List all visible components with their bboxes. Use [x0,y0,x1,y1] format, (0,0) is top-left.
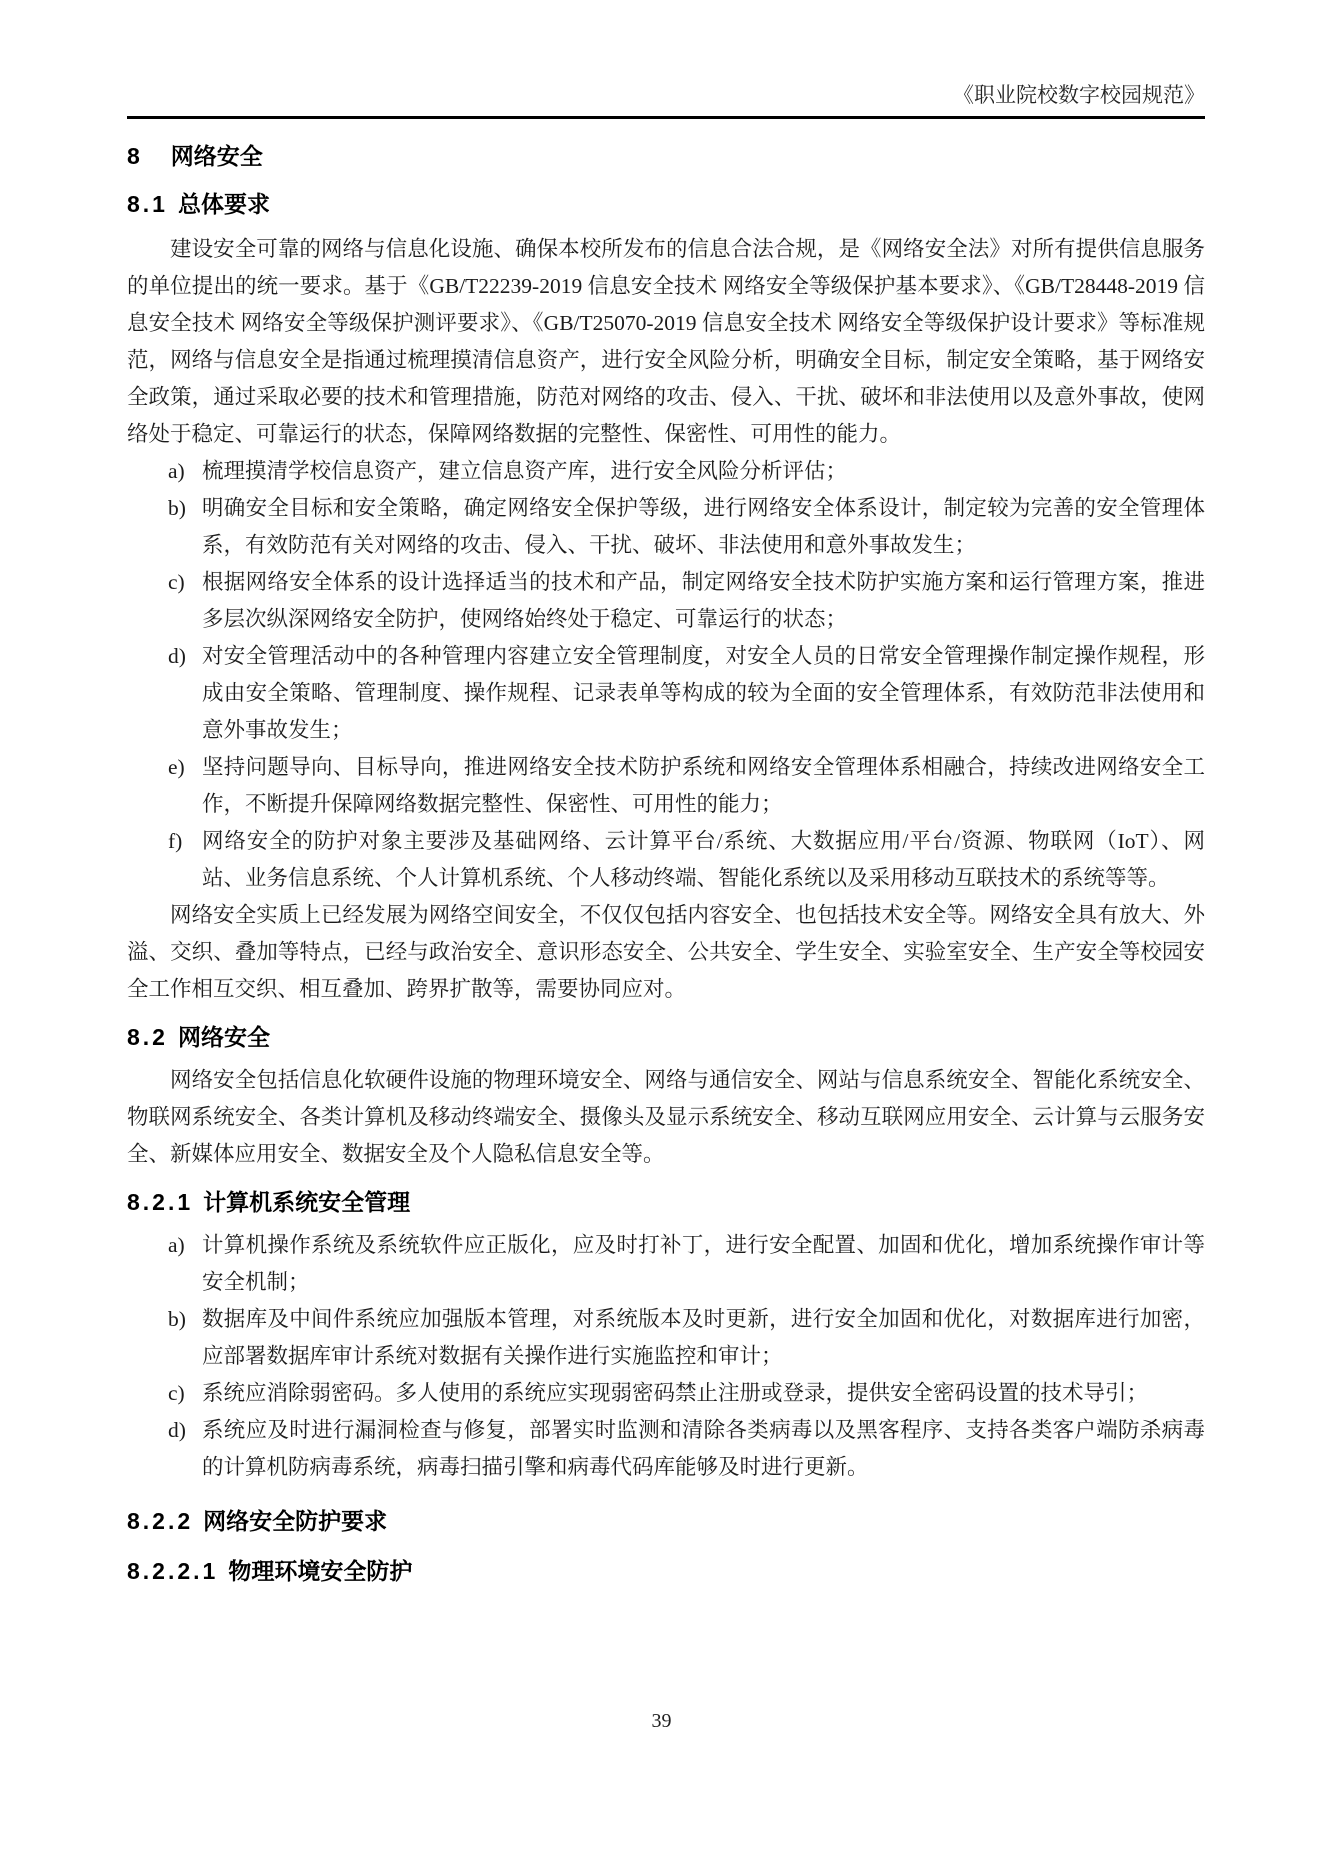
list-item-label: e) [168,755,185,779]
section-title: 网络安全 [177,1024,270,1050]
section-title: 网络安全 [170,143,263,169]
section-title: 总体要求 [177,191,270,217]
list-item-label: f) [168,829,183,853]
list-item-label: b) [168,496,186,520]
list-item-text: 对安全管理活动中的各种管理内容建立安全管理制度，对安全人员的日常安全管理操作制定操作规程，形成由安全策略、管理制度、操作规程、记录表单等构成的较为全面的安全管理体系，有效防范非法使用和意外事故发生； [202,644,1205,742]
list-item-text: 坚持问题导向、目标导向，推进网络安全技术防护系统和网络安全管理体系相融合，持续改进网络安全工作，不断提升保障网络数据完整性、保密性、可用性的能力； [202,755,1205,816]
paragraph-8-1-outro: 网络安全实质上已经发展为网络空间安全，不仅仅包括内容安全、也包括技术安全等。网络安全具有放大、外溢、交织、叠加等特点，已经与政治安全、意识形态安全、公共安全、学生安全、实验室安全、生产安全等校园安全工作相互交织、相互叠加、跨界扩散等，需要协同应对。 [127,903,1205,1001]
list-item-text: 数据库及中间件系统应加强版本管理，对系统版本及时更新，进行安全加固和优化，对数据库进行加密，应部署数据库审计系统对数据有关操作进行实施监控和审计； [202,1307,1205,1368]
list-item-label: a) [168,1233,185,1257]
list-8-1 [127,453,1205,897]
section-number: 8.2 [127,1024,168,1050]
doc-title: 《职业院校数字校园规范》 [953,83,1205,107]
page-content [127,0,1205,1586]
section-title: 计算机系统安全管理 [203,1189,411,1215]
section-number: 8.2.2 [127,1508,194,1534]
list-item [168,1412,1205,1486]
section-number: 8 [127,143,143,169]
list-item-text: 梳理摸清学校信息资产，建立信息资产库，进行安全风险分析评估； [202,459,848,483]
list-item-label: c) [168,570,185,594]
section-heading-8-2-1 [127,1187,1205,1217]
section-number: 8.2.2.1 [127,1558,219,1584]
list-item-text: 计算机操作系统及系统软件应正版化，应及时打补丁，进行安全配置、加固和优化，增加系统操作审计等安全机制； [202,1233,1205,1294]
list-item [168,823,1205,897]
section-heading-8-1 [127,189,1205,219]
section-heading-8-2-2-1 [127,1556,1205,1586]
list-item-label: c) [168,1381,185,1405]
list-item [168,490,1205,564]
section-title: 网络安全防护要求 [203,1508,388,1534]
list-item [168,1227,1205,1301]
section-number: 8.1 [127,191,168,217]
page-number: 39 [651,1710,672,1732]
list-8-2-1 [127,1227,1205,1486]
list-item-text: 系统应消除弱密码。多人使用的系统应实现弱密码禁止注册或登录，提供安全密码设置的技术导引； [202,1381,1149,1405]
list-item [168,749,1205,823]
list-item [168,564,1205,638]
list-item-text: 明确安全目标和安全策略，确定网络安全保护等级，进行网络安全体系设计，制定较为完善的安全管理体系，有效防范有关对网络的攻击、侵入、干扰、破坏、非法使用和意外事故发生； [202,496,1205,557]
list-item-label: b) [168,1307,186,1331]
paragraph-8-2-intro: 网络安全包括信息化软硬件设施的物理环境安全、网络与通信安全、网站与信息系统安全、智能化系统安全、物联网系统安全、各类计算机及移动终端安全、摄像头及显示系统安全、移动互联网应用安全、云计算与云服务安全、新媒体应用安全、数据安全及个人隐私信息安全等。 [127,1068,1205,1166]
list-item-label: d) [168,1418,186,1442]
section-title: 物理环境安全防护 [228,1558,413,1584]
section-heading-8-2 [127,1022,1205,1052]
paragraph-8-1-intro: 建设安全可靠的网络与信息化设施、确保本校所发布的信息合法合规，是《网络安全法》对所有提供信息服务的单位提出的统一要求。基于《GB/T22239-2019 信息安全技术 网络安全等级保护基本要求》、《GB/T28448-2019 信息安全技术 网络安全等级保护测评要求》、《GB/T25070-2019 信息安全技术 网络安全等级保护设计要求》等标准规范，网络与信息安全是指通过梳理摸清信息资产，进行安全风险分析，明确安全目标，制定安全策略，基于网络安全政策，通过采取必要的技术和管理措施，防范对网络的攻击、侵入、干扰、破坏和非法使用以及意外事故，使网络处于稳定、可靠运行的状态，保障网络数据的完整性、保密性、可用性的能力。 [127,237,1205,446]
list-item [168,453,1205,490]
list-item [168,1301,1205,1375]
list-item-text: 网络安全的防护对象主要涉及基础网络、云计算平台/系统、大数据应用/平台/资源、物联网（IoT）、网站、业务信息系统、个人计算机系统、个人移动终端、智能化系统以及采用移动互联技术的系统等等。 [202,829,1205,890]
section-number: 8.2.1 [127,1189,194,1215]
section-heading-8 [127,141,1205,171]
list-item-label: a) [168,459,185,483]
list-item-label: d) [168,644,186,668]
header-rule [127,116,1205,119]
list-item [168,638,1205,749]
list-item-text: 系统应及时进行漏洞检查与修复，部署实时监测和清除各类病毒以及黑客程序、支持各类客户端防杀病毒的计算机防病毒系统，病毒扫描引擎和病毒代码库能够及时进行更新。 [202,1418,1205,1479]
list-item [168,1375,1205,1412]
list-item-text: 根据网络安全体系的设计选择适当的技术和产品，制定网络安全技术防护实施方案和运行管理方案，推进多层次纵深网络安全防护，使网络始终处于稳定、可靠运行的状态； [202,570,1205,631]
section-heading-8-2-2 [127,1506,1205,1536]
